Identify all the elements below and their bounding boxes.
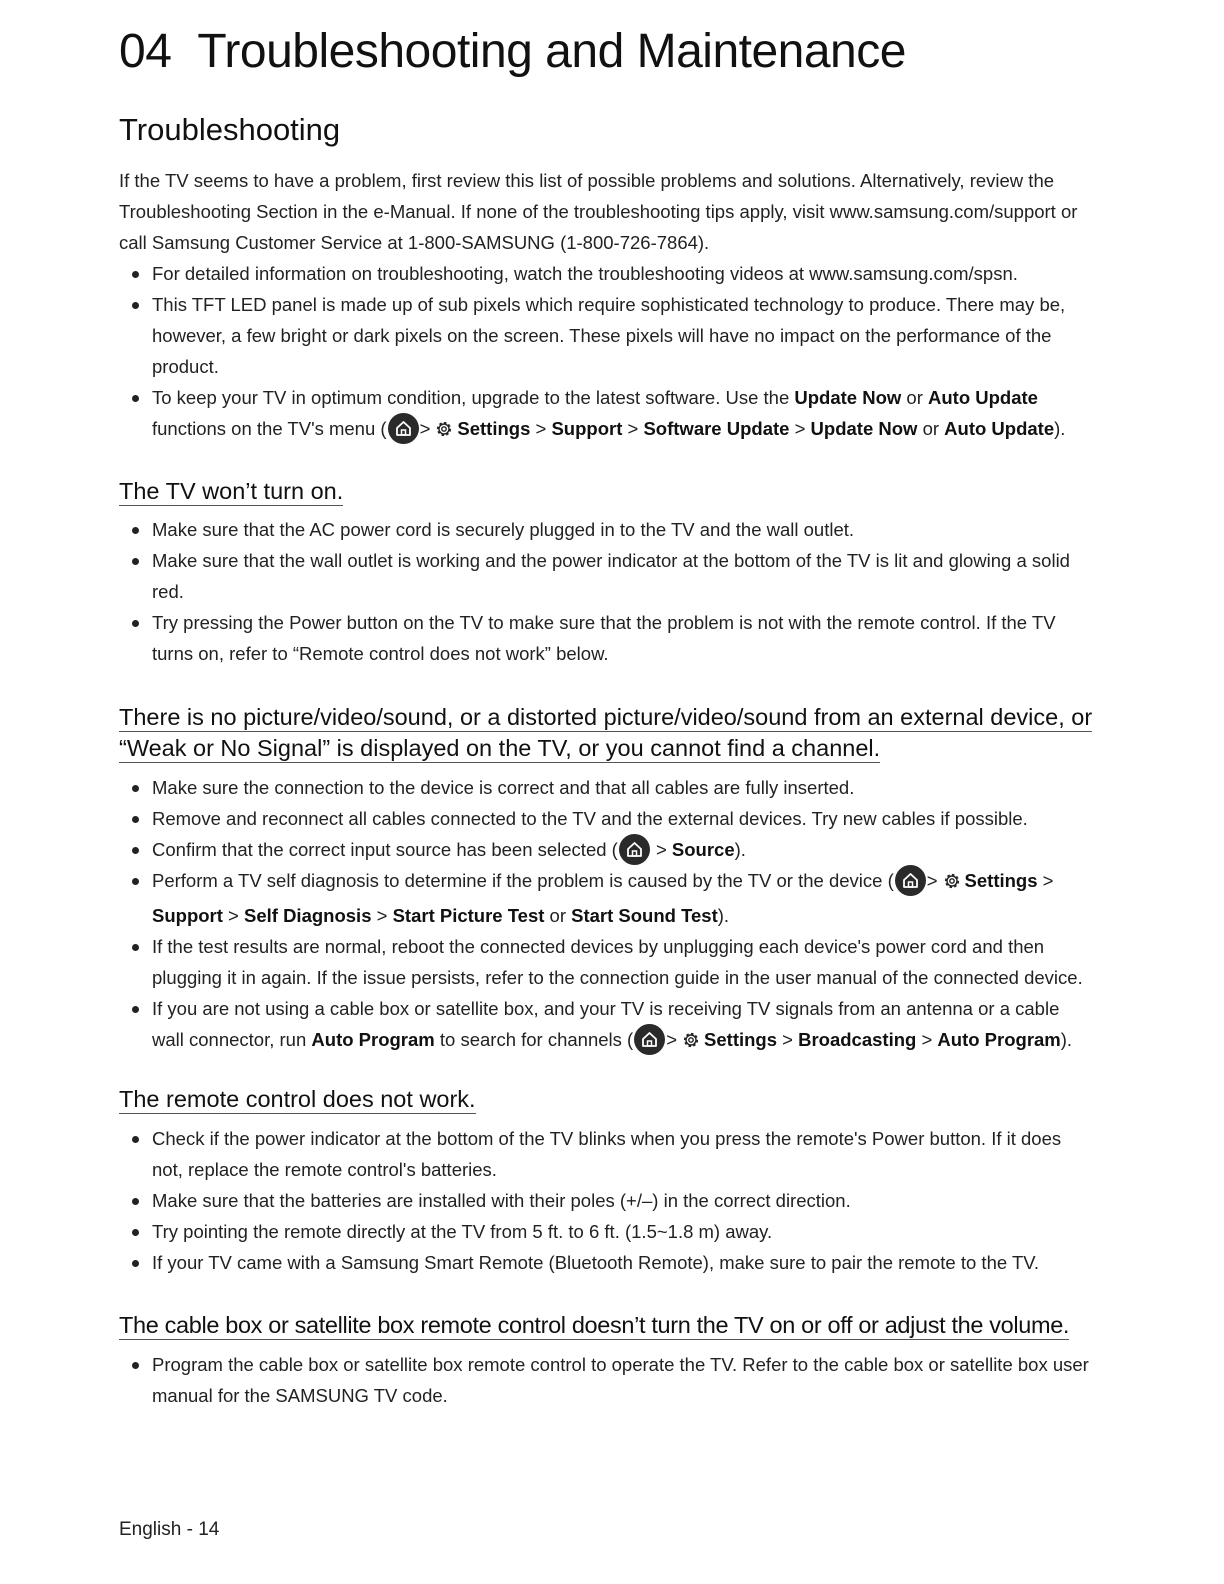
auto-program-label: Auto Program xyxy=(937,1029,1061,1050)
tv-wont-turn-on-list xyxy=(119,514,1094,669)
list-item: This TFT LED panel is made up of sub pixels which require sophisticated technology to produce. There may be, however, a few bright or dark pixels on the screen. These pixels will have no impact on the performance of the product. xyxy=(119,289,1094,382)
chapter-title xyxy=(119,24,906,79)
list-item: If the test results are normal, reboot the connected devices by unplugging each device's power cord and then plugging it in again. If the issue persists, refer to the connection guide in the user manual of the connected device. xyxy=(119,931,1094,993)
remote-not-working-list xyxy=(119,1123,1094,1278)
subheading-remote-not-working: The remote control does not work. xyxy=(119,1086,476,1112)
gear-icon xyxy=(434,417,454,448)
start-sound-test-label: Start Sound Test xyxy=(571,905,718,926)
list-item: If you are not using a cable box or satellite box, and your TV is receiving TV signals from an antenna or a cable wall connector, run Auto Program to search for channels ( > Settings > Broadcasting > Auto Program). xyxy=(119,993,1094,1059)
chapter-title-text: Troubleshooting and Maintenance xyxy=(197,25,906,78)
auto-program-label: Auto Program xyxy=(311,1029,435,1050)
source-label: Source xyxy=(671,839,735,860)
subheading-cable-box-remote: The cable box or satellite box remote control doesn’t turn the TV on or off or adjust the volume. xyxy=(119,1312,1070,1338)
intro-bullet-list xyxy=(119,258,1094,448)
broadcasting-label: Broadcasting xyxy=(798,1029,917,1050)
chapter-number: 04 xyxy=(119,25,172,78)
list-item: To keep your TV in optimum condition, upgrade to the latest software. Use the Update Now or Auto Update functions on the TV's menu ( > Settings > Support > Software Update > Update Now or Auto Update). xyxy=(119,382,1094,448)
gear-icon xyxy=(681,1028,701,1059)
update-now-label: Update Now xyxy=(794,387,902,408)
list-item: Make sure that the wall outlet is working and the power indicator at the bottom of the TV is lit and glowing a solid red. xyxy=(119,545,1094,607)
list-item: For detailed information on troubleshooting, watch the troubleshooting videos at www.samsung.com/spsn. xyxy=(119,258,1094,289)
self-diagnosis-label: Self Diagnosis xyxy=(244,905,372,926)
list-item: Program the cable box or satellite box remote control to operate the TV. Refer to the cable box or satellite box user manual for the SAMSUNG TV code. xyxy=(119,1349,1094,1411)
no-picture-list xyxy=(119,772,1094,1059)
auto-update-label: Auto Update xyxy=(944,418,1055,439)
subheading-tv-wont-turn-on: The TV won’t turn on. xyxy=(119,478,344,504)
home-icon xyxy=(895,865,926,896)
list-item: Make sure that the batteries are installed with their poles (+/–) in the correct direction. xyxy=(119,1185,1094,1216)
home-icon xyxy=(619,834,650,865)
cable-box-remote-list xyxy=(119,1349,1094,1411)
settings-label: Settings xyxy=(457,418,531,439)
list-item: If your TV came with a Samsung Smart Remote (Bluetooth Remote), make sure to pair the remote to the TV. xyxy=(119,1247,1094,1278)
list-item: Check if the power indicator at the bottom of the TV blinks when you press the remote's Power button. If it does not, replace the remote control's batteries. xyxy=(119,1123,1094,1185)
support-label: Support xyxy=(551,418,623,439)
update-now-label: Update Now xyxy=(810,418,918,439)
list-item: Make sure the connection to the device is correct and that all cables are fully inserted. xyxy=(119,772,1094,803)
settings-label: Settings xyxy=(964,870,1038,891)
intro-paragraph: If the TV seems to have a problem, first review this list of possible problems and solutions. Alternatively, review the Troubleshooting Section in the e-Manual. If none of the troubleshooting tips apply, visit www.samsung.com/support or call Samsung Customer Service at 1-800-SAMSUNG (1-800-726-7864). xyxy=(119,170,1078,253)
section-title: Troubleshooting xyxy=(119,112,341,147)
list-item: Confirm that the correct input source has been selected ( > Source). xyxy=(119,834,1094,865)
list-item: Try pointing the remote directly at the TV from 5 ft. to 6 ft. (1.5~1.8 m) away. xyxy=(119,1216,1094,1247)
support-label: Support xyxy=(152,905,223,926)
home-icon xyxy=(388,413,419,444)
list-item: Perform a TV self diagnosis to determine if the problem is caused by the TV or the device ( > Settings > Support > Self Diagnosis > Start Picture Test or Start Sound Test). xyxy=(119,865,1094,931)
software-update-label: Software Update xyxy=(643,418,790,439)
settings-label: Settings xyxy=(704,1029,778,1050)
start-picture-test-label: Start Picture Test xyxy=(392,905,545,926)
home-icon xyxy=(634,1024,665,1055)
page-footer: English - 14 xyxy=(119,1519,220,1540)
auto-update-label: Auto Update xyxy=(928,387,1038,408)
list-item: Try pressing the Power button on the TV to make sure that the problem is not with the remote control. If the TV turns on, refer to “Remote control does not work” below. xyxy=(119,607,1094,669)
list-item: Remove and reconnect all cables connected to the TV and the external devices. Try new cables if possible. xyxy=(119,803,1094,834)
gear-icon xyxy=(942,869,962,900)
subheading-no-picture: There is no picture/video/sound, or a distorted picture/video/sound from an external device, or “Weak or No Signal” is displayed on the TV, or you cannot find a channel. xyxy=(119,704,1093,761)
list-item: Make sure that the AC power cord is securely plugged in to the TV and the wall outlet. xyxy=(119,514,1094,545)
